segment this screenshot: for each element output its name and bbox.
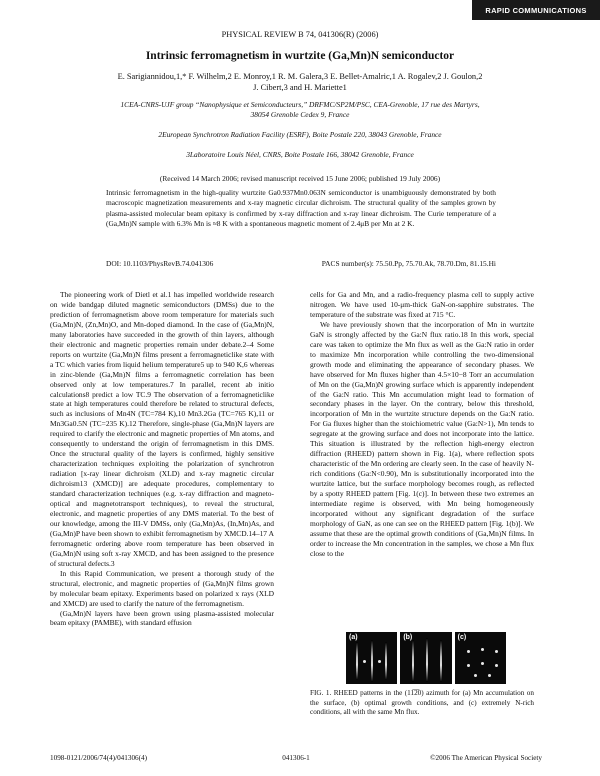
rapid-communications-banner: RAPID COMMUNICATIONS xyxy=(472,0,600,20)
paragraph: The pioneering work of Dietl et al.1 has impelled worldwide research on wide bandgap diluted magnetic semiconductors (DMSs) due to the prediction of ferromagnetism above room temperature for materials such (Ga,Mn)N, (Zn,Mn)O, and Mn-doped diamond. In the case of (Ga,Mn)N, many laboratories have succeeded in the growth of thin layers, although their electronic and magnetic properties remain under debate.2–4 Some reports on wurtzite (Ga,Mn)N films present a ferromagneticlike state with a TC which varies from liquid helium temperature5 up to 940 K,6 whereas in zinc-blende (Ga,Mn)N films a ferromagnetic correlation has been observed only at low temperatures.7 In parallel, recent ab initio calculations8 predict a low TC.9 The observation of a ferromagneticlike state at high temperatures could therefore be related to structural defects, such as inclusions of Mn4N (TC=784 K),10 Mn3.2Ga (TC=765 K),11 or Mn3Ga0.5N (TC=235 K).12 Therefore, single-phase (Ga,Mn)N layers are required to clarify the electronic and magnetic properties of Mn atoms, and consequently to understand the origin of ferromagnetism in this DMS. Once the structural quality of the layers is confirmed, highly sensitive characterization techniques exploiting the polarization of synchrotron radiation [x-ray linear dichroism (XLD) and x-ray magnetic circular dichroism13 (XMCD)] are adequate procedures, complementary to standard characterization techniques (e.g. x-ray diffraction and magneto-optical and magnetotransport techniques), to reveal the structural, electronic, and magnetic properties of any DMS material. To the best of our knowledge, among the III-V DMSs, only (Ga,Mn)As, (In,Mn)As, and (Ga,Mn)P have been shown to exhibit ferromagnetism by XMCD.14–17 A ferromagnetic ordering above room temperature has been observed in (Ga,Mn)N using soft x-ray XMCD, and has been assigned to the presence of structural defects.3 xyxy=(50,290,274,568)
affiliation-2: 2European Synchrotron Radiation Facility (ESRF), Boite Postale 220, 38043 Grenoble, France xyxy=(158,130,442,139)
journal-line: PHYSICAL REVIEW B 74, 041306(R) (2006) xyxy=(221,30,379,39)
paragraph: We have previously shown that the incorporation of Mn in wurtzite GaN is strongly affected by the Ga:N flux ratio.18 In this work, special care was taken to optimize the Mn flux as well as the Ga:N ratio in order to maximize Mn incorporation while controlling the two-dimensional growth mode and eliminating the appearance of secondary phases. We have observed for Mn fluxes higher than 4.5×10−8 Torr an accumulation of Mn on the (Ga,Mn)N growing surface which is apparently independent of the Ga:N ratio. This Mn accumulation might lead to formation of secondary phases in the layer. On the contrary, below this threshold, incorporation of Mn in the wurtzite structure depends on the Ga:N ratio. For Ga fluxes higher than the stoichiometric value (Ga:N>1), Mn tends to segregate at the growing surface and does not incorporate into the lattice. This situation is illustrated by the reflection high-energy electron diffraction (RHEED) pattern shown in Fig. 1(a), where reflection spots characteristic of the Mn ordering are clearly seen. In the case of heavily N-rich conditions (Ga:N<0.90), Mn is substitutionally incorporated into the wurtzite lattice, but the surface morphology becomes rough, as reflected by a spotty RHEED pattern [Fig. 1(c)]. In between these two extremes an intermediate regime is observed, with Mn being homogeneously incorporated without any significant degradation of the surface morphology of GaN, as one can see on the RHEED pattern [Fig. 1(b)]. We assume that these are the optimal growth conditions of (Ga,Mn)N films. In order to increase the Mn concentration in the samples, we chose a Mn flux close to the xyxy=(310,319,534,558)
paragraph: In this Rapid Communication, we present a thorough study of the structural, electronic, and magnetic properties of (Ga,Mn)N films grown by molecular beam epitaxy. Experiments based on polarized x rays (XLD and XMCD) are used to clarify the nature of the ferromagnetism. xyxy=(50,568,274,608)
paragraph: (Ga,Mn)N layers have been grown using plasma-assisted molecular beam epitaxy (PAMBE), with standard effusion xyxy=(50,608,274,628)
panel-label: (a) xyxy=(349,634,358,641)
rheed-figure xyxy=(346,632,506,684)
authors-line-2: J. Cibert,3 and H. Mariette1 xyxy=(253,83,347,92)
affiliation-1-line-2: 38054 Grenoble Cedex 9, France xyxy=(250,110,350,119)
rheed-panel-b xyxy=(400,632,451,684)
left-column xyxy=(50,290,274,628)
doi-pacs-line xyxy=(106,259,496,268)
authors-line-1: E. Sarigiannidou,1,* F. Wilhelm,2 E. Monroy,1 R. M. Galera,3 E. Bellet-Amalric,1 A. Rogalev,2 J. Goulon,2 xyxy=(117,72,483,81)
footer-copyright: ©2006 The American Physical Society xyxy=(430,754,542,762)
affiliation-1-line-1: 1CEA-CNRS-UJF group “Nanophysique et Semiconducteurs,” DRFMC/SP2M/PSC, CEA-Grenoble, 17 rue des Martyrs, xyxy=(120,100,480,109)
abstract: Intrinsic ferromagnetism in the high-quality wurtzite Ga0.937Mn0.063N semiconductor is unambiguously demonstrated by both macroscopic magnetization measurements and x-ray magnetic circular dichroism. The structural quality of the samples grown by plasma-assisted molecular beam epitaxy is confirmed by x-ray diffraction and x-ray linear dichroism. The Curie temperature of a (Ga,Mn)N sample with 6.3% Mn is ≈8 K with a spontaneous magnetic moment of 2.4μB per Mn at 2 K. xyxy=(106,188,496,228)
authors xyxy=(70,71,530,93)
panel-label: (b) xyxy=(403,634,413,641)
figure-caption: FIG. 1. RHEED patterns in the (11̅2̅0) azimuth for (a) Mn accumulation on the surface, (b) optimal growth conditions, and (c) extremely N-rich conditions, all with the same Mn flux. xyxy=(310,689,534,717)
paper-title: Intrinsic ferromagnetism in wurtzite (Ga,Mn)N semiconductor xyxy=(145,50,455,62)
rheed-panel-a xyxy=(346,632,397,684)
paragraph: cells for Ga and Mn, and a radio-frequency plasma cell to supply active nitrogen. We have used 10-μm-thick GaN-on-sapphire substrates. The temperature of the substrate was fixed at 715 °C. xyxy=(310,290,534,319)
footer-issn: 1098-0121/2006/74(4)/041306(4) xyxy=(50,754,148,762)
pacs-numbers: PACS number(s): 75.50.Pp, 75.70.Ak, 78.70.Dm, 81.15.Hi xyxy=(321,259,496,268)
affiliation-1 xyxy=(60,100,540,120)
affiliation-3: 3Laboratoire Louis Néel, CNRS, Boite Postale 166, 38042 Grenoble, France xyxy=(186,150,414,159)
right-column xyxy=(310,290,534,559)
received-dates: (Received 14 March 2006; revised manuscript received 15 June 2006; published 19 July 2006) xyxy=(159,174,441,183)
footer-page-number: 041306-1 xyxy=(282,754,310,762)
page-footer xyxy=(50,754,542,762)
rheed-panel-c xyxy=(455,632,506,684)
doi-link[interactable]: DOI: 10.1103/PhysRevB.74.041306 xyxy=(106,259,214,268)
panel-label: (c) xyxy=(457,634,467,641)
